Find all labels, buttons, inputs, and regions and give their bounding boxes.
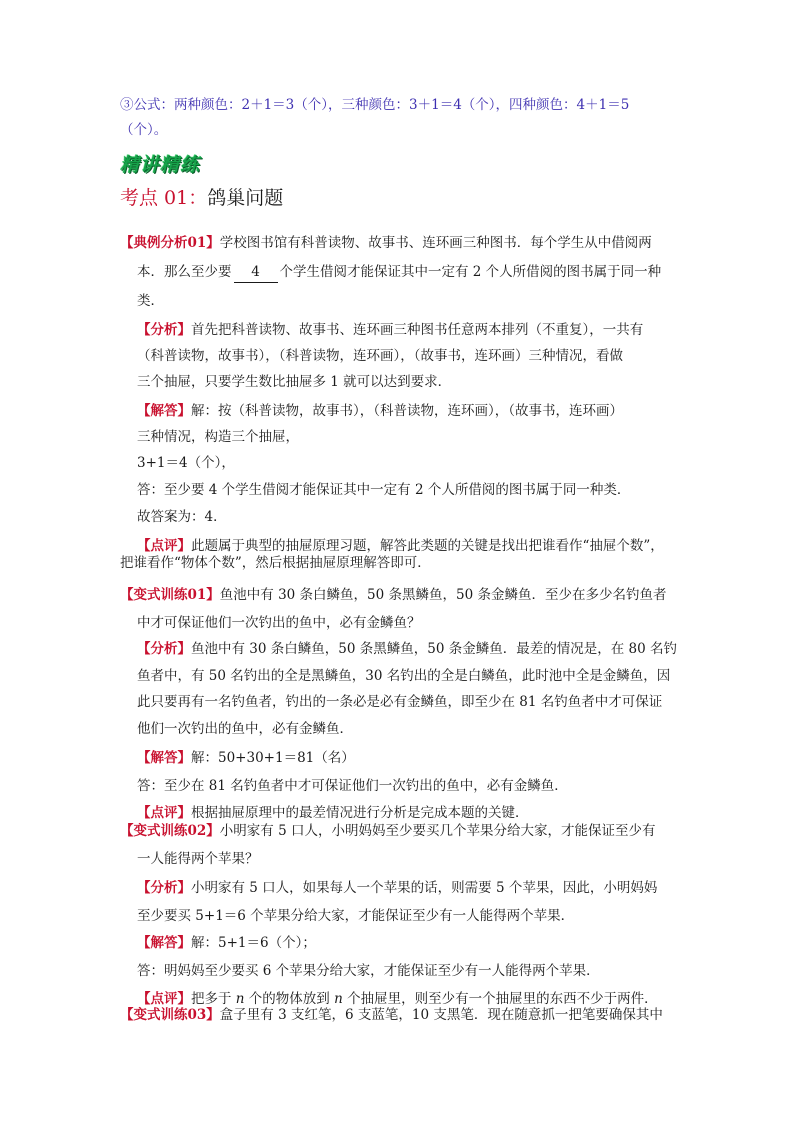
example1-analysis-line-1: 【分析】首先把科普读物、故事书、连环画三种图书任意两本排列（不重复），一共有 <box>137 322 644 338</box>
example1-comment-line-2: 把谁看作“物体个数”，然后根据抽屉原理解答即可． <box>120 555 431 571</box>
example1-solution-line-3: 3+1＝4（个）， <box>137 455 235 471</box>
solution-tag: 【解答】 <box>137 403 191 419</box>
variant3-tag: 【变式训练03】 <box>120 1007 220 1023</box>
example1-analysis-line-2: （科普读物，故事书），（科普读物，连环画），（故事书，连环画）三种情况，看做 <box>137 348 623 364</box>
kaodian-heading <box>120 183 283 210</box>
example1-comment-line-1: 【点评】此题属于典型的抽屉原理习题，解答此类题的关键是找出把谁看作“抽屉个数”， <box>137 538 664 554</box>
variant1-tag: 【变式训练01】 <box>120 587 220 603</box>
analysis-tag: 【分析】 <box>137 322 191 338</box>
variant1-analysis-line-4: 他们一次钓出的鱼中，必有金鳞鱼． <box>137 721 353 737</box>
answer-blank: 4 <box>234 262 278 283</box>
variant2-analysis-line-1: 【分析】小明家有 5 口人，如果每人一个苹果的话，则需要 5 个苹果，因此，小明妈妈 <box>137 880 658 896</box>
variant1-solution-line-2: 答：至少在 81 名钓鱼者中才可保证他们一次钓出的鱼中，必有金鳞鱼． <box>137 778 568 794</box>
variant2-question-line-1: 【变式训练02】小明家有 5 口人，小明妈妈至少要买几个苹果分给大家，才能保证至少有 <box>120 823 656 839</box>
formula-line-2: （个）。 <box>120 122 168 138</box>
comment-tag: 【点评】 <box>137 538 191 554</box>
variant2-solution-line-1: 【解答】解：5+1＝6（个）； <box>137 935 316 951</box>
variant2-comment-line-1: 【点评】把多于 n 个的物体放到 n 个抽屉里，则至少有一个抽屉里的东西不少于两件． <box>137 991 658 1007</box>
variant1-question-line-2: 中才可保证他们一次钓出的鱼中，必有金鳞鱼？ <box>137 615 421 631</box>
variant3-question-line-1: 【变式训练03】盒子里有 3 支红笔，6 支蓝笔，10 支黑笔．现在随意抓一把笔要确保其中 <box>120 1007 663 1023</box>
formula-line-1: ③公式：两种颜色：2＋1＝3（个），三种颜色：3＋1＝4（个），四种颜色：4＋1＝5 <box>120 97 630 113</box>
example1-solution-line-5: 故答案为：4． <box>137 509 227 525</box>
variant1-analysis-line-2: 鱼者中，有 50 名钓出的全是黑鳞鱼，30 名钓出的全是白鳞鱼，此时池中全是金鳞鱼，因 <box>137 668 671 684</box>
example1-question-line-2: 本．那么至少要 4 个学生借阅才能保证其中一定有 2 个人所借阅的图书属于同一种 <box>137 262 661 283</box>
kaodian-label: 考点 01： <box>120 187 208 209</box>
section-title: 精讲精练 <box>120 154 201 176</box>
variant1-question-line-1: 【变式训练01】鱼池中有 30 条白鳞鱼，50 条黑鳞鱼，50 条金鳞鱼．至少在多少名钓鱼者 <box>120 587 667 603</box>
variant2-analysis-line-2: 至少要买 5+1＝6 个苹果分给大家，才能保证至少有一人能得两个苹果． <box>137 908 575 924</box>
example1-solution-line-1: 【解答】解：按（科普读物，故事书），（科普读物，连环画），（故事书，连环画） <box>137 403 623 419</box>
example1-question-line-3: 类． <box>137 293 164 309</box>
example1-solution-line-2: 三种情况，构造三个抽屉， <box>137 429 299 445</box>
example1-solution-line-4: 答：至少要 4 个学生借阅才能保证其中一定有 2 个人所借阅的图书属于同一种类． <box>137 482 631 498</box>
example1-analysis-line-3: 三个抽屉，只要学生数比抽屉多 1 就可以达到要求． <box>137 374 452 390</box>
variant2-solution-line-2: 答：明妈妈至少要买 6 个苹果分给大家，才能保证至少有一人能得两个苹果． <box>137 963 600 979</box>
variant2-question-line-2: 一人能得两个苹果？ <box>137 851 259 867</box>
variant1-comment-line-1: 【点评】根据抽屉原理中的最差情况进行分析是完成本题的关键． <box>137 805 529 821</box>
variant1-analysis-line-3: 此只要再有一名钓鱼者，钓出的一条必是必有金鳞鱼，即至少在 81 名钓鱼者中才可保证 <box>137 694 663 710</box>
example1-tag: 【典例分析01】 <box>120 235 220 251</box>
kaodian-topic: 鸽巢问题 <box>207 187 284 209</box>
example1-question-line-1: 【典例分析01】学校图书馆有科普读物、故事书、连环画三种图书．每个学生从中借阅两 <box>120 235 652 251</box>
variant2-tag: 【变式训练02】 <box>120 823 220 839</box>
variant1-solution-line-1: 【解答】解：50+30+1＝81（名） <box>137 750 355 766</box>
variant1-analysis-line-1: 【分析】鱼池中有 30 条白鳞鱼，50 条黑鳞鱼，50 条金鳞鱼．最差的情况是，在 80 名钓 <box>137 641 677 657</box>
